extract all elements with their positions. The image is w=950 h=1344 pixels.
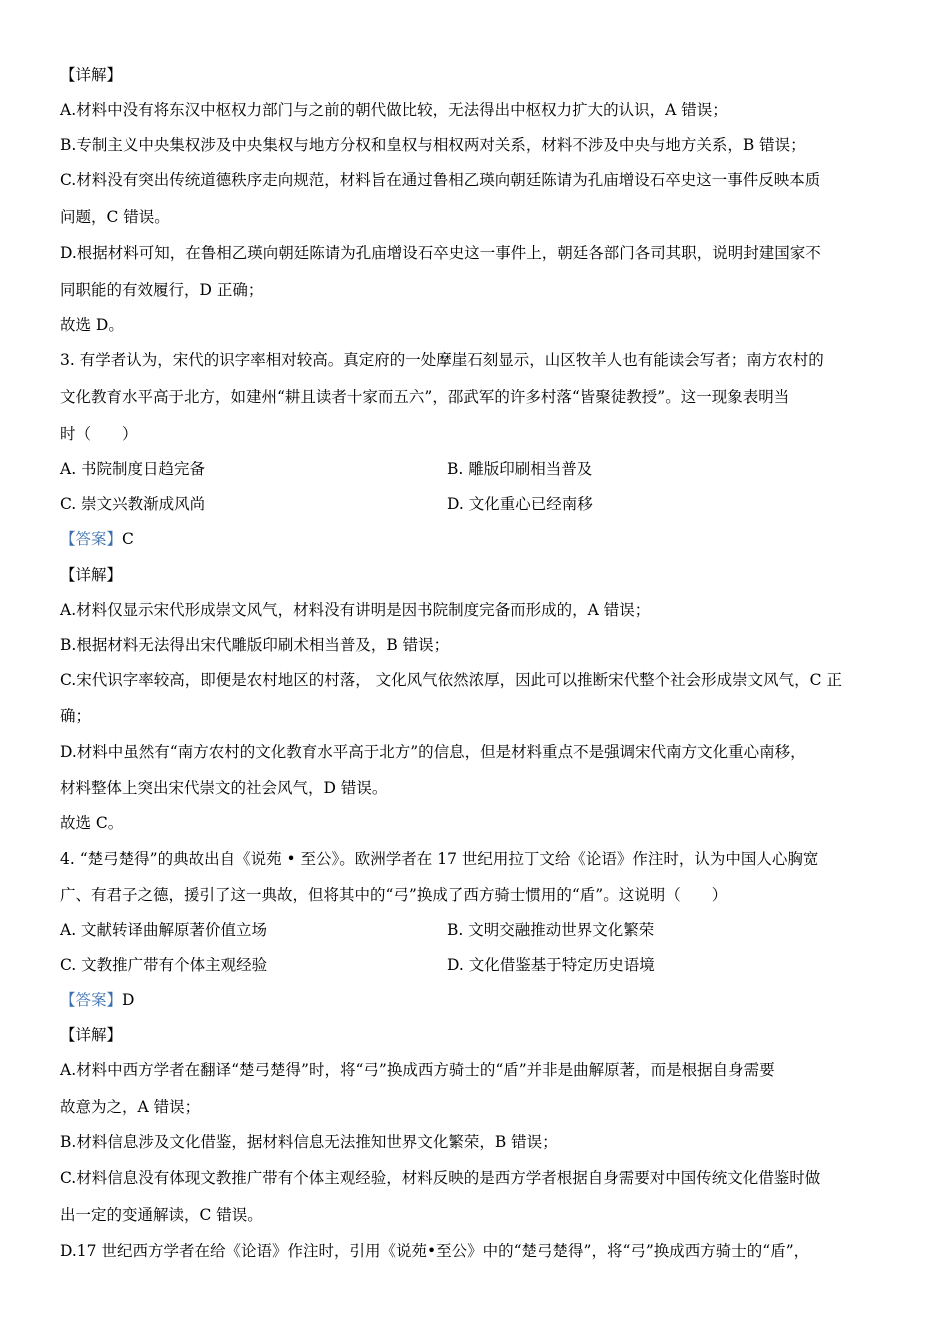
q4-answer <box>60 987 898 1013</box>
q3-option-b: B. 雕版印刷相当普及 <box>447 460 593 478</box>
q4-explanation-a-line2: 故意为之，A 错误； <box>60 1098 201 1116</box>
q4-explanation-a-line1: A.材料中西方学者在翻译“楚弓楚得”时，将“弓”换成西方骑士的“盾”并非是曲解原著，而是根据自身需要 <box>60 1061 775 1079</box>
q4-option-b: B. 文明交融推动世界文化繁荣 <box>447 921 655 939</box>
q2-conclusion: 故选 D。 <box>60 316 124 334</box>
q2-detail-label: 【详解】 <box>60 66 123 84</box>
q3-answer-label: 【答案】 <box>60 530 123 548</box>
q3-explanation-c-line1: C.宋代识字率较高，即便是农村地区的村落， 文化风气依然浓厚，因此可以推断宋代整个社会形成崇文风气，C 正 <box>60 671 842 689</box>
q2-explanation-d-line1: D.根据材料可知，在鲁相乙瑛向朝廷陈请为孔庙增设石卒史这一事件上，朝廷各部门各司其职，说明封建国家不 <box>60 244 821 262</box>
q3-answer <box>60 526 898 552</box>
q3-stem-line3: 时（ ） <box>60 425 138 443</box>
q4-option-a: A. 文献转译曲解原著价值立场 <box>60 921 268 939</box>
q3-explanation-c-line2: 确； <box>60 707 92 725</box>
q3-option-c: C. 崇文兴教渐成风尚 <box>60 495 206 513</box>
q4-option-d: D. 文化借鉴基于特定历史语境 <box>447 956 655 974</box>
q3-option-a: A. 书院制度日趋完备 <box>60 460 206 478</box>
q3-explanation-b: B.根据材料无法得出宋代雕版印刷术相当普及，B 错误； <box>60 636 450 654</box>
q4-stem-line2: 广、有君子之德，援引了这一典故，但将其中的“弓”换成了西方骑士惯用的“盾”。这说明（ ） <box>60 886 728 904</box>
q4-explanation-d-line1: D.17 世纪西方学者在给《论语》作注时，引用《说苑•至公》中的“楚弓楚得”，将“弓”换成西方骑士的“盾”， <box>60 1242 810 1260</box>
q4-answer-label: 【答案】 <box>60 991 123 1009</box>
q3-stem-line2: 文化教育水平高于北方，如建州“耕且读者十家而五六”，邵武军的许多村落“皆聚徒教授”。这一现象表明当 <box>60 388 790 406</box>
q3-explanation-d-line2: 材料整体上突出宋代崇文的社会风气，D 错误。 <box>60 779 388 797</box>
q2-explanation-a: A.材料中没有将东汉中枢权力部门与之前的朝代做比较，无法得出中枢权力扩大的认识，A 错误； <box>60 101 728 119</box>
q3-detail-label: 【详解】 <box>60 566 123 584</box>
q4-explanation-c-line2: 出一定的变通解读，C 错误。 <box>60 1206 263 1224</box>
q4-detail-label: 【详解】 <box>60 1026 123 1044</box>
q4-stem-line1: 4. “楚弓楚得”的典故出自《说苑 • 至公》。欧洲学者在 17 世纪用拉丁文给《论语》作注时，认为中国人心胸宽 <box>60 850 819 868</box>
q3-answer-value: C <box>122 530 134 548</box>
q4-answer-value: D <box>122 991 135 1009</box>
q4-explanation-c-line1: C.材料信息没有体现文教推广带有个体主观经验，材料反映的是西方学者根据自身需要对中国传统文化借鉴时做 <box>60 1169 821 1187</box>
q3-option-d: D. 文化重心已经南移 <box>447 495 593 513</box>
q4-explanation-b: B.材料信息涉及文化借鉴，据材料信息无法推知世界文化繁荣，B 错误； <box>60 1133 558 1151</box>
q3-explanation-a: A.材料仅显示宋代形成崇文风气，材料没有讲明是因书院制度完备而形成的，A 错误； <box>60 601 651 619</box>
q2-explanation-c-line2: 问题，C 错误。 <box>60 208 170 226</box>
q3-explanation-d-line1: D.材料中虽然有“南方农村的文化教育水平高于北方”的信息，但是材料重点不是强调宋代南方文化重心南移， <box>60 743 806 761</box>
q2-explanation-c-line1: C.材料没有突出传统道德秩序走向规范，材料旨在通过鲁相乙瑛向朝廷陈请为孔庙增设石卒史这一事件反映本质 <box>60 171 821 189</box>
q2-explanation-d-line2: 同职能的有效履行，D 正确； <box>60 281 264 299</box>
q3-stem-line1: 3. 有学者认为，宋代的识字率相对较高。真定府的一处摩崖石刻显示，山区牧羊人也有能读会写者；南方农村的 <box>60 351 824 369</box>
q3-conclusion: 故选 C。 <box>60 814 124 832</box>
q4-option-c: C. 文教推广带有个体主观经验 <box>60 956 268 974</box>
q2-explanation-b: B.专制主义中央集权涉及中央集权与地方分权和皇权与相权两对关系，材料不涉及中央与地方关系，B 错误； <box>60 136 806 154</box>
